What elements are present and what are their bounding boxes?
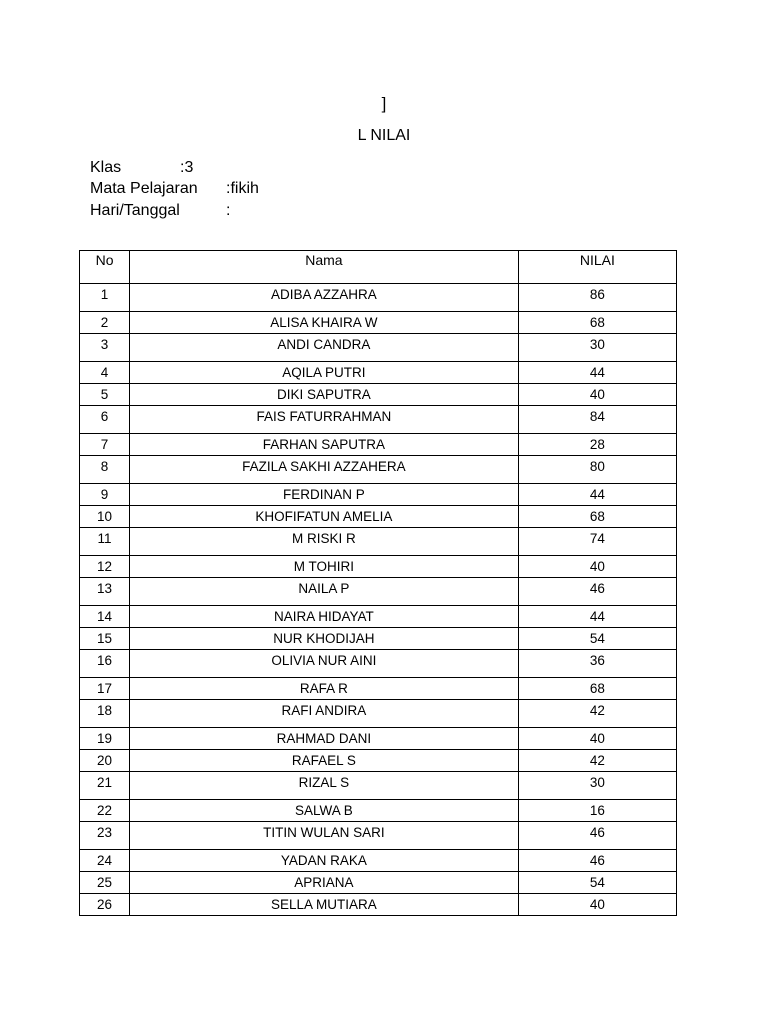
cell-no: 14 <box>80 606 130 628</box>
cell-nama: AQILA PUTRI <box>130 362 519 384</box>
table-row <box>80 434 677 456</box>
mata-pelajaran-value: :fikih <box>226 180 259 197</box>
cell-no: 16 <box>80 650 130 678</box>
cell-nilai: 68 <box>518 312 676 334</box>
info-hari-tanggal <box>90 202 231 220</box>
cell-nilai: 28 <box>518 434 676 456</box>
info-klas <box>90 159 194 177</box>
info-mata-pelajaran <box>90 180 259 198</box>
cell-nama: FAZILA SAKHI AZZAHERA <box>130 456 519 484</box>
table-row <box>80 384 677 406</box>
header-nama: Nama <box>130 251 519 284</box>
table-row <box>80 334 677 362</box>
hari-tanggal-value: : <box>226 202 231 219</box>
cell-nama: NAILA P <box>130 578 519 606</box>
cell-no: 23 <box>80 822 130 850</box>
cell-nilai: 54 <box>518 872 676 894</box>
table-row <box>80 406 677 434</box>
cell-nilai: 16 <box>518 800 676 822</box>
cell-no: 11 <box>80 528 130 556</box>
cell-nilai: 46 <box>518 578 676 606</box>
cell-no: 9 <box>80 484 130 506</box>
cell-nilai: 40 <box>518 894 676 916</box>
cell-nama: FARHAN SAPUTRA <box>130 434 519 456</box>
cell-nama: YADAN RAKA <box>130 850 519 872</box>
cell-nama: RAHMAD DANI <box>130 728 519 750</box>
cell-nama: M TOHIRI <box>130 556 519 578</box>
table-row <box>80 506 677 528</box>
table-row <box>80 728 677 750</box>
cell-no: 19 <box>80 728 130 750</box>
header-no: No <box>80 251 130 284</box>
table-row <box>80 700 677 728</box>
table-row <box>80 800 677 822</box>
cell-nilai: 44 <box>518 606 676 628</box>
cell-nama: FERDINAN P <box>130 484 519 506</box>
cell-nilai: 68 <box>518 506 676 528</box>
cell-no: 21 <box>80 772 130 800</box>
mata-pelajaran-label: Mata Pelajaran <box>90 180 198 197</box>
grades-table <box>79 250 677 916</box>
cell-no: 4 <box>80 362 130 384</box>
table-row <box>80 850 677 872</box>
cell-nilai: 40 <box>518 728 676 750</box>
cell-no: 1 <box>80 284 130 312</box>
cell-nama: FAIS FATURRAHMAN <box>130 406 519 434</box>
table-row <box>80 528 677 556</box>
cell-nilai: 42 <box>518 700 676 728</box>
cell-nama: M RISKI R <box>130 528 519 556</box>
cell-nilai: 84 <box>518 406 676 434</box>
table-row <box>80 678 677 700</box>
table-row <box>80 606 677 628</box>
cell-no: 20 <box>80 750 130 772</box>
cell-nilai: 74 <box>518 528 676 556</box>
table-row <box>80 284 677 312</box>
hari-tanggal-label: Hari/Tanggal <box>90 202 180 219</box>
cell-no: 17 <box>80 678 130 700</box>
cell-nilai: 46 <box>518 822 676 850</box>
table-row <box>80 772 677 800</box>
grades-table-body <box>80 284 677 916</box>
cell-nama: NUR KHODIJAH <box>130 628 519 650</box>
cell-no: 25 <box>80 872 130 894</box>
table-row <box>80 628 677 650</box>
table-row <box>80 650 677 678</box>
cell-nilai: 86 <box>518 284 676 312</box>
klas-label: Klas <box>90 159 122 176</box>
cell-nama: ADIBA AZZAHRA <box>130 284 519 312</box>
document-title: L NILAI <box>357 127 411 144</box>
cell-nilai: 54 <box>518 628 676 650</box>
header-nilai: NILAI <box>518 251 676 284</box>
klas-value: :3 <box>180 159 194 176</box>
cell-nilai: 68 <box>518 678 676 700</box>
cell-nama: ANDI CANDRA <box>130 334 519 362</box>
cell-nilai: 30 <box>518 334 676 362</box>
cell-no: 8 <box>80 456 130 484</box>
cell-nama: RIZAL S <box>130 772 519 800</box>
table-row <box>80 750 677 772</box>
cell-no: 24 <box>80 850 130 872</box>
table-row <box>80 362 677 384</box>
cell-no: 26 <box>80 894 130 916</box>
cell-no: 15 <box>80 628 130 650</box>
cell-no: 13 <box>80 578 130 606</box>
cell-nilai: 40 <box>518 556 676 578</box>
cell-no: 7 <box>80 434 130 456</box>
cell-nilai: 30 <box>518 772 676 800</box>
cell-nama: RAFA R <box>130 678 519 700</box>
cell-nama: DIKI SAPUTRA <box>130 384 519 406</box>
table-row <box>80 894 677 916</box>
table-row <box>80 822 677 850</box>
table-row <box>80 484 677 506</box>
table-row <box>80 578 677 606</box>
cell-nama: RAFAEL S <box>130 750 519 772</box>
cell-no: 5 <box>80 384 130 406</box>
table-row <box>80 872 677 894</box>
cell-nama: SALWA B <box>130 800 519 822</box>
cell-nilai: 80 <box>518 456 676 484</box>
cell-nilai: 40 <box>518 384 676 406</box>
cell-nama: RAFI ANDIRA <box>130 700 519 728</box>
table-row <box>80 456 677 484</box>
cell-nama: SELLA MUTIARA <box>130 894 519 916</box>
cell-nilai: 44 <box>518 484 676 506</box>
cell-no: 12 <box>80 556 130 578</box>
cell-nama: TITIN WULAN SARI <box>130 822 519 850</box>
cell-nilai: 46 <box>518 850 676 872</box>
cell-no: 10 <box>80 506 130 528</box>
cell-nama: OLIVIA NUR AINI <box>130 650 519 678</box>
cell-no: 6 <box>80 406 130 434</box>
cell-nama: APRIANA <box>130 872 519 894</box>
table-row <box>80 312 677 334</box>
cell-no: 22 <box>80 800 130 822</box>
document-heading-bracket: ] <box>381 94 387 113</box>
cell-nilai: 42 <box>518 750 676 772</box>
cell-no: 18 <box>80 700 130 728</box>
table-row <box>80 556 677 578</box>
cell-nilai: 36 <box>518 650 676 678</box>
cell-no: 3 <box>80 334 130 362</box>
cell-nama: ALISA KHAIRA W <box>130 312 519 334</box>
cell-nama: KHOFIFATUN AMELIA <box>130 506 519 528</box>
cell-nama: NAIRA HIDAYAT <box>130 606 519 628</box>
cell-no: 2 <box>80 312 130 334</box>
cell-nilai: 44 <box>518 362 676 384</box>
table-header-row <box>80 251 677 284</box>
